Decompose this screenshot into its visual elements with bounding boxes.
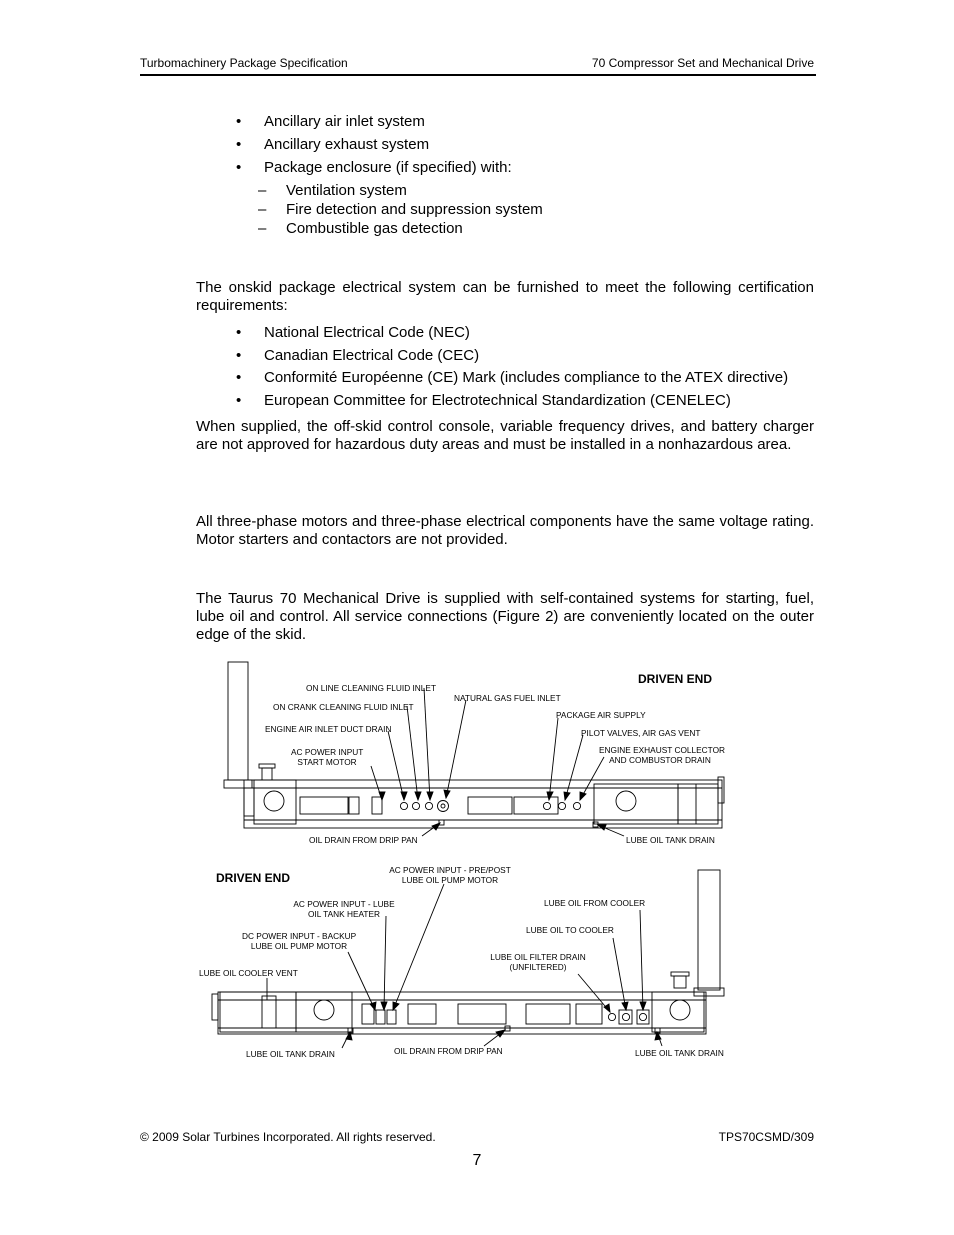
ac-prepost-label: AC POWER INPUT - PRE/POST LUBE OIL PUMP MOTOR	[389, 865, 511, 885]
footer-doc-id: TPS70CSMD/309	[718, 1130, 814, 1144]
package-drawing	[196, 660, 736, 1060]
header-title: Turbomachinery Package Specification	[140, 56, 348, 70]
package-air-label: PACKAGE AIR SUPPLY	[556, 710, 646, 720]
paragraph-certification: The onskid package electrical system can be furnished to meet the following certification requirements:	[196, 279, 814, 314]
natural-gas-label: NATURAL GAS FUEL INLET	[454, 693, 561, 703]
footer-copyright: © 2009 Solar Turbines Incorporated. All rights reserved.	[140, 1130, 436, 1144]
bottom-oil-drain-label: OIL DRAIN FROM DRIP PAN	[394, 1046, 503, 1056]
paragraph-voltage: All three-phase motors and three-phase electrical components have the same voltage rating. Motor starters and contactors are not provided.	[196, 513, 814, 548]
header-rule	[140, 74, 816, 76]
exhaust-collector-label: ENGINE EXHAUST COLLECTOR AND COMBUSTOR DRAIN	[599, 745, 726, 765]
bullet-icon: •	[236, 113, 242, 130]
on-line-cleaning-label: ON LINE CLEANING FLUID INLET	[306, 683, 437, 693]
bullet-icon: •	[236, 136, 242, 153]
bullet-icon: •	[236, 159, 242, 176]
paragraph-service: The Taurus 70 Mechanical Drive is supplied with self-contained systems for starting, fuel, lube oil and control. All service connections (Figure 2) are conveniently located on the outer edge of the skid.	[196, 590, 814, 643]
dc-backup-label: DC POWER INPUT - BACKUP LUBE OIL PUMP MOTOR	[242, 931, 357, 951]
filter-drain-label: LUBE OIL FILTER DRAIN (UNFILTERED)	[490, 952, 586, 972]
on-crank-cleaning-label: ON CRANK CLEANING FLUID INLET	[273, 702, 414, 712]
dash-icon: –	[258, 201, 267, 218]
cooler-vent-label: LUBE OIL COOLER VENT	[199, 968, 298, 978]
bottom-driven-end-label: DRIVEN END	[216, 871, 291, 885]
pilot-valves-label: PILOT VALVES, AIR GAS VENT	[581, 728, 701, 738]
from-cooler-label: LUBE OIL FROM COOLER	[544, 898, 646, 908]
page-number: 7	[472, 1152, 482, 1169]
bottom-tank-drain-left-label: LUBE OIL TANK DRAIN	[246, 1049, 335, 1059]
top-driven-end-label: DRIVEN END	[638, 672, 713, 686]
top-lube-tank-drain-label: LUBE OIL TANK DRAIN	[626, 835, 715, 845]
ac-power-start-label: AC POWER INPUT START MOTOR	[291, 747, 364, 767]
bullet-icon: •	[236, 324, 242, 341]
paragraph-hazardous: When supplied, the off-skid control console, variable frequency drives, and battery charger are not approved for hazardous duty areas and must be installed in a nonhazardous area.	[196, 418, 814, 453]
header-section: 70 Compressor Set and Mechanical Drive	[591, 56, 814, 70]
bullet-icon: •	[236, 392, 242, 409]
service-connections-figure	[196, 660, 736, 1060]
top-oil-drain-label: OIL DRAIN FROM DRIP PAN	[309, 835, 418, 845]
dash-icon: –	[258, 220, 267, 237]
to-cooler-label: LUBE OIL TO COOLER	[526, 925, 614, 935]
bottom-tank-drain-right-label: LUBE OIL TANK DRAIN	[635, 1048, 724, 1058]
dash-icon: –	[258, 182, 267, 199]
bullet-icon: •	[236, 369, 242, 386]
engine-air-inlet-label: ENGINE AIR INLET DUCT DRAIN	[265, 724, 392, 734]
ac-heater-label: AC POWER INPUT - LUBE OIL TANK HEATER	[293, 899, 395, 919]
bullet-icon: •	[236, 347, 242, 364]
